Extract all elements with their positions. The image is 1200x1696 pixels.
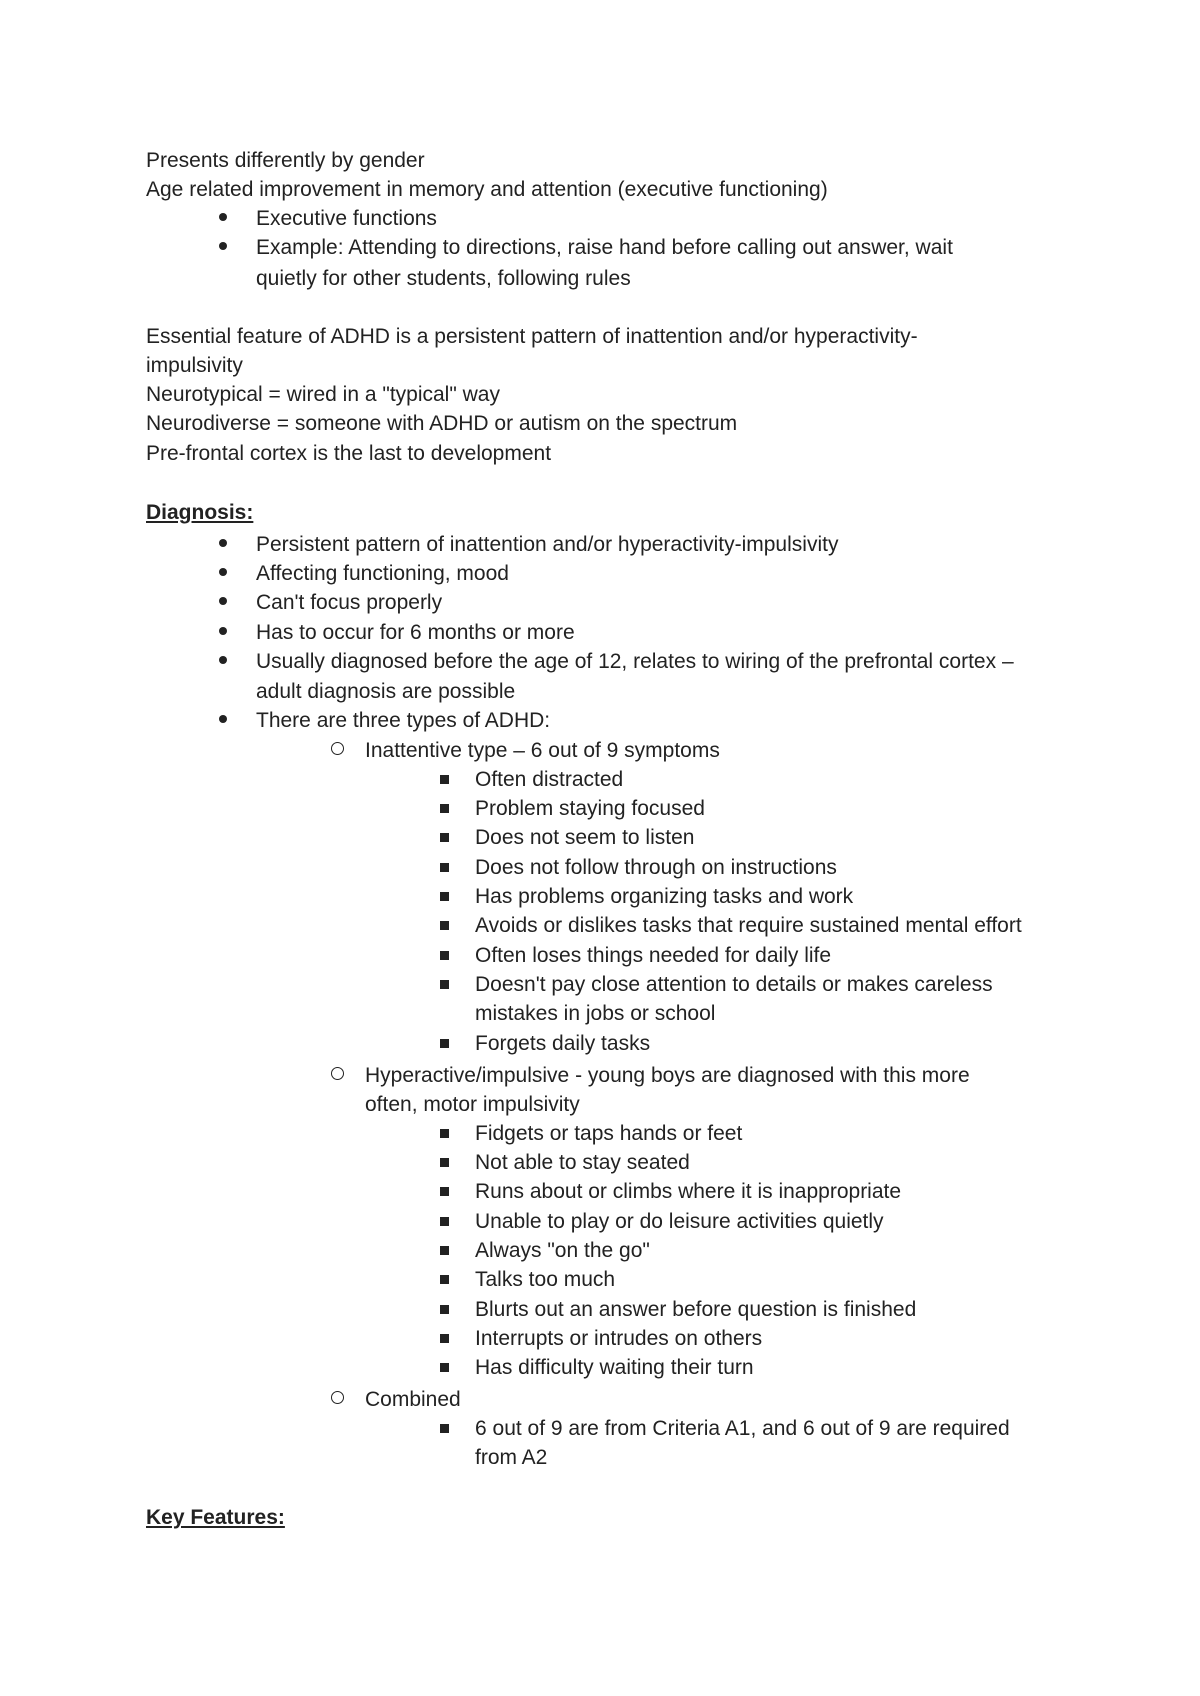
symptom-item: Talks too much bbox=[475, 1268, 616, 1291]
symptom-item: Interrupts or intrudes on others bbox=[475, 1327, 763, 1350]
symptom-item: Fidgets or taps hands or feet bbox=[475, 1122, 743, 1145]
neurotypical-line: Neurotypical = wired in a "typical" way bbox=[146, 383, 500, 406]
intro-line-age: Age related improvement in memory and attention (executive functioning) bbox=[146, 178, 828, 201]
bullet-circle-icon bbox=[331, 1391, 344, 1404]
diagnosis-bullet: Can't focus properly bbox=[256, 591, 443, 614]
bullet-square-icon bbox=[440, 1246, 449, 1255]
bullet-square-icon bbox=[440, 1187, 449, 1196]
diagnosis-bullet-cont: adult diagnosis are possible bbox=[256, 680, 516, 703]
diagnosis-bullet: Affecting functioning, mood bbox=[256, 562, 509, 585]
symptom-item: Runs about or climbs where it is inappropriate bbox=[475, 1180, 902, 1203]
bullet-disc-icon bbox=[219, 715, 227, 723]
bullet-square-icon bbox=[440, 1039, 449, 1048]
bullet-square-icon bbox=[440, 1217, 449, 1226]
symptom-item: Unable to play or do leisure activities quietly bbox=[475, 1210, 884, 1233]
bullet-square-icon bbox=[440, 863, 449, 872]
combined-criteria-item-cont: from A2 bbox=[475, 1446, 548, 1469]
symptom-item: Problem staying focused bbox=[475, 797, 705, 820]
bullet-disc-icon bbox=[219, 627, 227, 635]
symptom-item: Does not follow through on instructions bbox=[475, 856, 837, 879]
bullet-square-icon bbox=[440, 951, 449, 960]
combined-criteria-item: 6 out of 9 are from Criteria A1, and 6 out of 9 are required bbox=[475, 1417, 1010, 1440]
bullet-square-icon bbox=[440, 1305, 449, 1314]
symptom-item: Has problems organizing tasks and work bbox=[475, 885, 854, 908]
intro-bullet-example-cont: quietly for other students, following rules bbox=[256, 267, 631, 290]
symptom-item: Doesn't pay close attention to details or makes careless bbox=[475, 973, 993, 996]
symptom-item: Has difficulty waiting their turn bbox=[475, 1356, 754, 1379]
hyperactive-type-label: Hyperactive/impulsive - young boys are diagnosed with this more bbox=[365, 1064, 970, 1087]
hyperactive-type-label-cont: often, motor impulsivity bbox=[365, 1093, 580, 1116]
bullet-square-icon bbox=[440, 921, 449, 930]
bullet-square-icon bbox=[440, 804, 449, 813]
bullet-square-icon bbox=[440, 980, 449, 989]
key-features-heading: Key Features: bbox=[146, 1506, 285, 1529]
bullet-disc-icon bbox=[219, 656, 227, 664]
bullet-square-icon bbox=[440, 833, 449, 842]
symptom-item: Often distracted bbox=[475, 768, 624, 791]
intro-bullet-exec: Executive functions bbox=[256, 207, 437, 230]
diagnosis-bullet: Usually diagnosed before the age of 12, relates to wiring of the prefrontal cortex – bbox=[256, 650, 1014, 673]
bullet-disc-icon bbox=[219, 213, 227, 221]
bullet-square-icon bbox=[440, 1334, 449, 1343]
diagnosis-bullet: Has to occur for 6 months or more bbox=[256, 621, 575, 644]
bullet-circle-icon bbox=[331, 1067, 344, 1080]
symptom-item: Blurts out an answer before question is finished bbox=[475, 1298, 917, 1321]
bullet-circle-icon bbox=[331, 742, 344, 755]
symptom-item: Does not seem to listen bbox=[475, 826, 695, 849]
intro-line-gender: Presents differently by gender bbox=[146, 149, 425, 172]
symptom-item: Always "on the go" bbox=[475, 1239, 650, 1262]
bullet-square-icon bbox=[440, 1129, 449, 1138]
bullet-square-icon bbox=[440, 775, 449, 784]
essential-feature-line-cont: impulsivity bbox=[146, 354, 243, 377]
bullet-square-icon bbox=[440, 1424, 449, 1433]
diagnosis-bullet: Persistent pattern of inattention and/or hyperactivity-impulsivity bbox=[256, 533, 839, 556]
symptom-item: Forgets daily tasks bbox=[475, 1032, 651, 1055]
bullet-disc-icon bbox=[219, 539, 227, 547]
bullet-square-icon bbox=[440, 1275, 449, 1284]
symptom-item: Not able to stay seated bbox=[475, 1151, 690, 1174]
diagnosis-bullet: There are three types of ADHD: bbox=[256, 709, 551, 732]
symptom-item-cont: mistakes in jobs or school bbox=[475, 1002, 716, 1025]
inattentive-type-label: Inattentive type – 6 out of 9 symptoms bbox=[365, 739, 720, 762]
bullet-disc-icon bbox=[219, 242, 227, 250]
bullet-disc-icon bbox=[219, 568, 227, 576]
neurodiverse-line: Neurodiverse = someone with ADHD or autism on the spectrum bbox=[146, 412, 738, 435]
diagnosis-heading: Diagnosis: bbox=[146, 501, 254, 524]
prefrontal-line: Pre-frontal cortex is the last to development bbox=[146, 442, 552, 465]
combined-type-label: Combined bbox=[365, 1388, 461, 1411]
bullet-square-icon bbox=[440, 892, 449, 901]
essential-feature-line: Essential feature of ADHD is a persistent pattern of inattention and/or hyperactivity- bbox=[146, 325, 918, 348]
symptom-item: Avoids or dislikes tasks that require sustained mental effort bbox=[475, 914, 1022, 937]
intro-bullet-example: Example: Attending to directions, raise hand before calling out answer, wait bbox=[256, 236, 953, 259]
bullet-square-icon bbox=[440, 1158, 449, 1167]
symptom-item: Often loses things needed for daily life bbox=[475, 944, 832, 967]
bullet-disc-icon bbox=[219, 597, 227, 605]
bullet-square-icon bbox=[440, 1363, 449, 1372]
